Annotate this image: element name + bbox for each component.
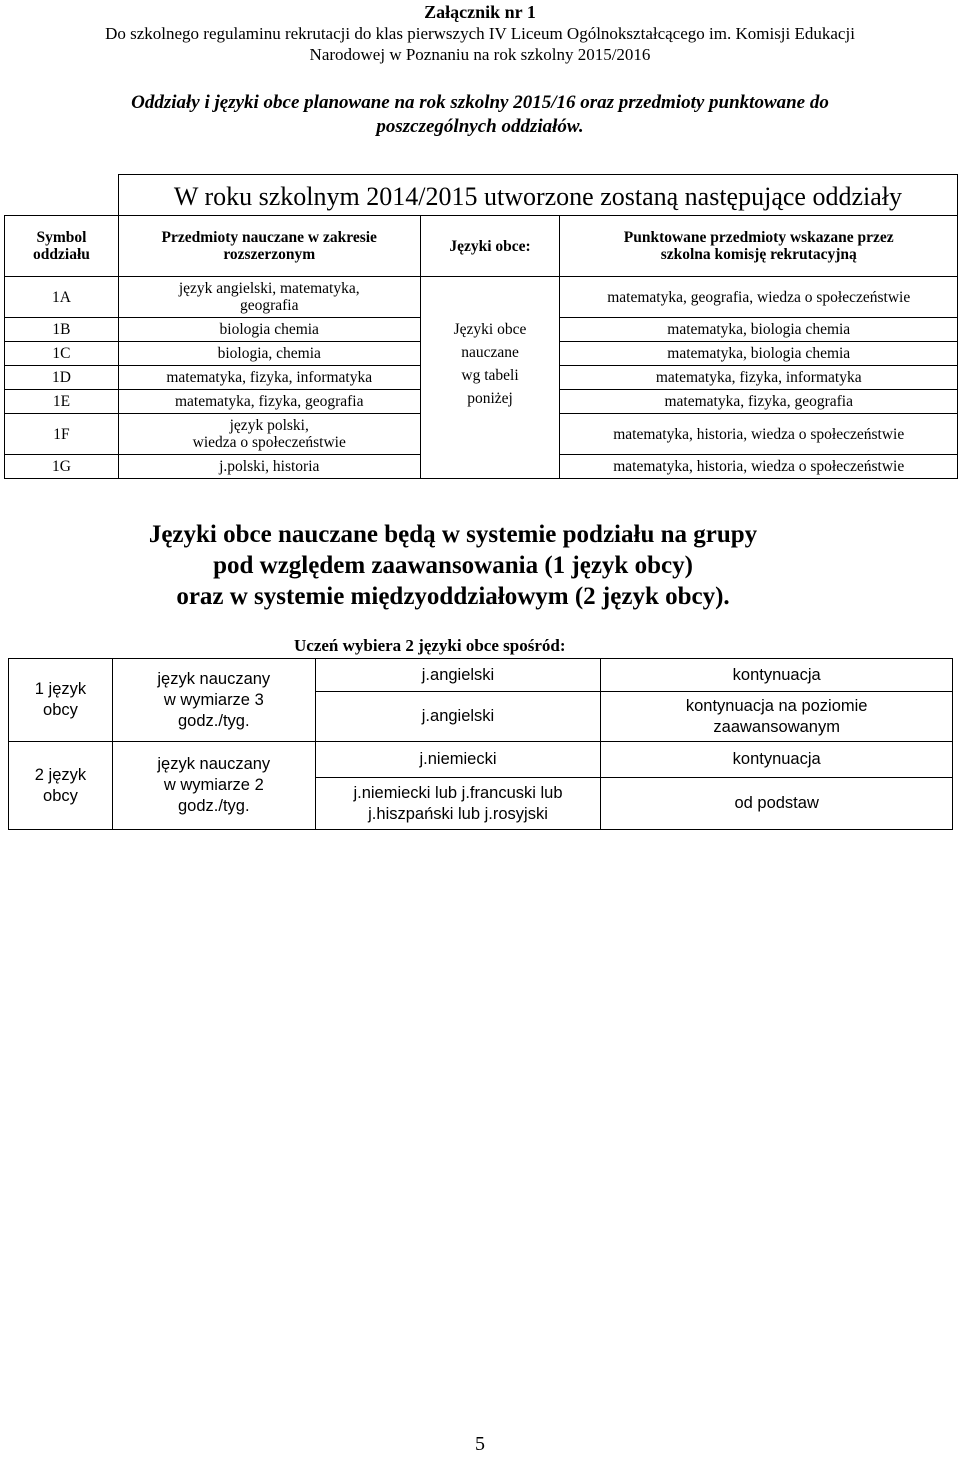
group-label: 2 język obcy	[9, 742, 113, 830]
group-label: 1 język obcy	[9, 659, 113, 742]
language-name: j.niemiecki	[315, 742, 601, 778]
class-subjects: matematyka, fizyka, informatyka	[118, 366, 420, 390]
classes-table	[4, 174, 958, 479]
class-symbol: 1C	[5, 342, 119, 366]
class-scored: matematyka, fizyka, geografia	[560, 390, 958, 414]
classes-table-caption: W roku szkolnym 2014/2015 utworzone zostaną następujące oddziały	[118, 175, 957, 216]
languages-note: Języki obce nauczane wg tabeli poniżej	[420, 318, 560, 455]
table-row	[9, 742, 953, 778]
class-scored: matematyka, historia, wiedza o społeczeństwie	[560, 414, 958, 455]
class-scored: matematyka, historia, wiedza o społeczeństwie	[560, 455, 958, 479]
class-subjects: matematyka, fizyka, geografia	[118, 390, 420, 414]
class-symbol: 1G	[5, 455, 119, 479]
header-languages: Języki obce:	[420, 216, 560, 277]
class-subjects: j.polski, historia	[118, 455, 420, 479]
annex-subtitle-line2: Narodowej w Poznaniu na rok szkolny 2015/2016	[309, 45, 651, 64]
class-symbol: 1F	[5, 414, 119, 455]
document-header	[0, 2, 960, 65]
section-title	[0, 91, 960, 139]
languages-table	[8, 658, 953, 830]
header-symbol: Symbol oddziału	[5, 216, 119, 277]
group-hours: język nauczany w wymiarze 3 godz./tyg.	[112, 659, 315, 742]
languages-info-text: Języki obce nauczane będą w systemie podziału na grupy pod względem zaawansowania (1 język obcy) oraz w systemie międzyoddziałowym (2 język obcy).	[148, 521, 758, 610]
class-scored: matematyka, biologia chemia	[560, 342, 958, 366]
language-name: j.angielski	[315, 692, 601, 742]
page-number: 5	[475, 1433, 485, 1455]
language-level: kontynuacja	[601, 659, 953, 692]
language-level: kontynuacja	[601, 742, 953, 778]
class-subjects: język angielski, matematyka, geografia	[118, 277, 420, 318]
class-subjects: biologia chemia	[118, 318, 420, 342]
header-scored-subjects: Punktowane przedmioty wskazane przez szkolna komisję rekrutacyjną	[560, 216, 958, 277]
group-hours: język nauczany w wymiarze 2 godz./tyg.	[112, 742, 315, 830]
language-level: kontynuacja na poziomie zaawansowanym	[601, 692, 953, 742]
class-scored: matematyka, fizyka, informatyka	[560, 366, 958, 390]
language-name: j.angielski	[315, 659, 601, 692]
table-row	[5, 455, 958, 479]
class-symbol: 1B	[5, 318, 119, 342]
annex-title: Załącznik nr 1	[424, 2, 536, 22]
table-row	[9, 659, 953, 692]
class-scored: matematyka, biologia chemia	[560, 318, 958, 342]
class-symbol: 1D	[5, 366, 119, 390]
class-subjects: biologia, chemia	[118, 342, 420, 366]
class-subjects: język polski, wiedza o społeczeństwie	[118, 414, 420, 455]
section-title-line2: poszczególnych oddziałów.	[376, 116, 584, 137]
table-row	[5, 277, 958, 318]
language-name: j.niemiecki lub j.francuski lub j.hiszpański lub j.rosyjski	[315, 778, 601, 830]
language-level: od podstaw	[601, 778, 953, 830]
annex-subtitle-line1: Do szkolnego regulaminu rekrutacji do klas pierwszych IV Liceum Ogólnokształcącego im. Komisji Edukacji	[105, 24, 855, 43]
class-scored: matematyka, geografia, wiedza o społeczeństwie	[560, 277, 958, 318]
class-symbol: 1E	[5, 390, 119, 414]
languages-table-caption: Uczeń wybiera 2 języki obce spośród:	[294, 636, 566, 655]
header-subjects: Przedmioty nauczane w zakresie rozszerzonym	[118, 216, 420, 277]
table-row	[5, 318, 958, 342]
section-title-line1: Oddziały i języki obce planowane na rok szkolny 2015/16 oraz przedmioty punktowane do	[131, 92, 829, 113]
class-symbol: 1A	[5, 277, 119, 318]
